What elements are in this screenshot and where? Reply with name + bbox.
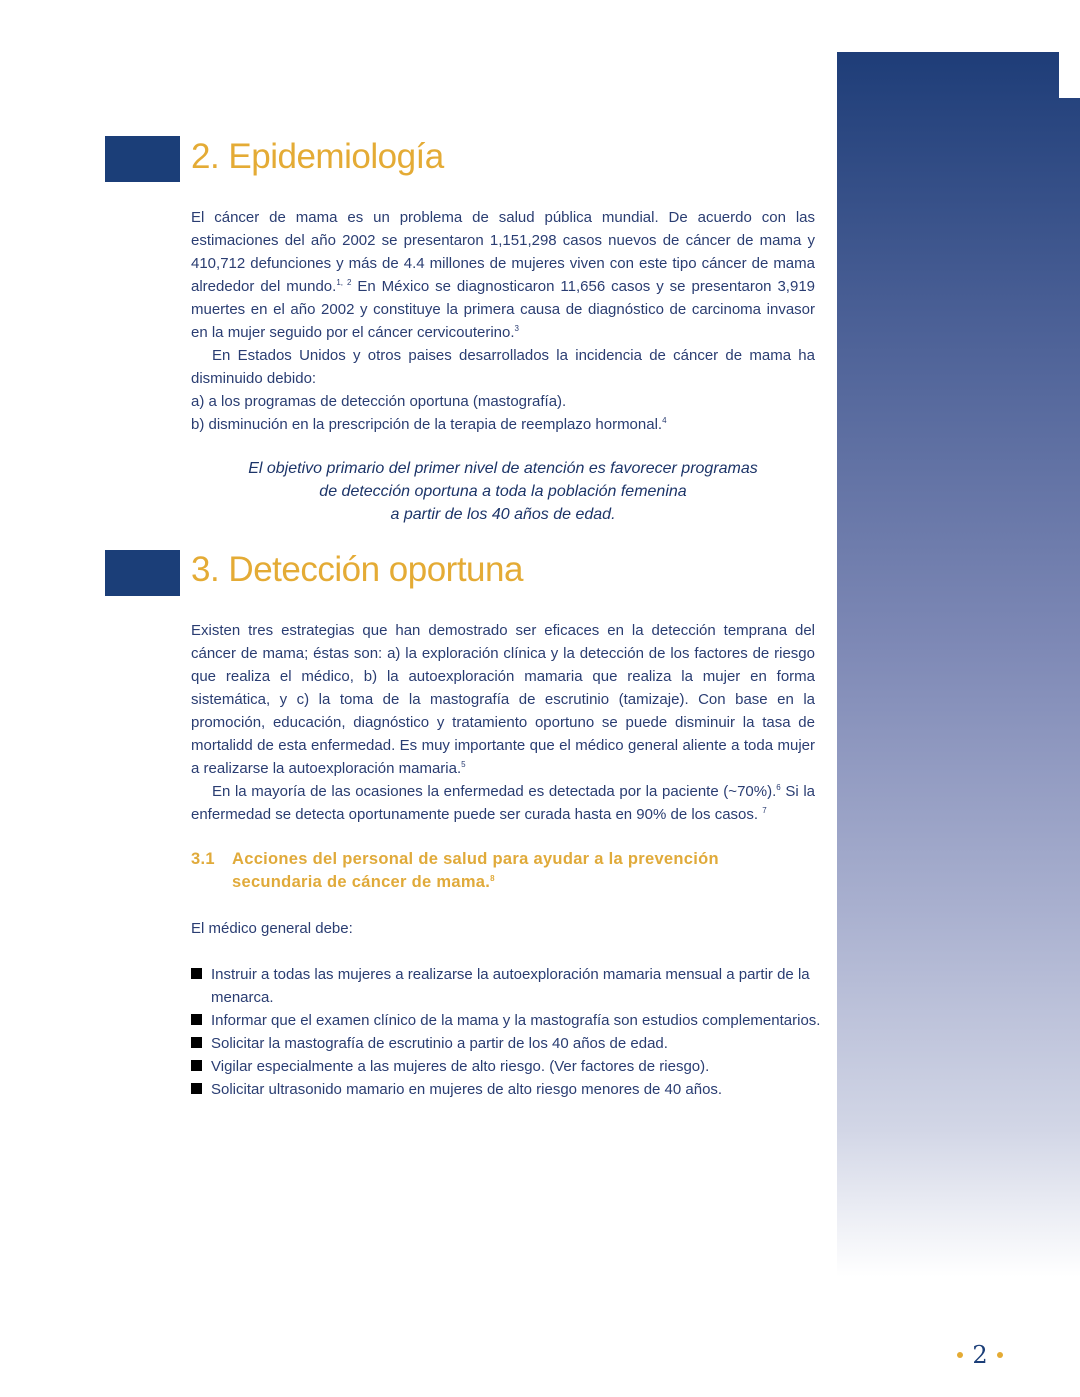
section-3-title: 3. Detección oportuna [191, 550, 523, 589]
square-bullet-icon [191, 1083, 202, 1094]
list-item: Solicitar la mastografía de escrutinio a partir de los 40 años de edad. [191, 1032, 821, 1055]
footnote-ref: 6 [776, 783, 781, 792]
dot-icon [957, 1352, 963, 1358]
section-2-paragraph-2: En Estados Unidos y otros paises desarrollados la incidencia de cáncer de mama ha disminuido debido: [191, 347, 815, 387]
section-2-body [191, 206, 815, 436]
list-item: Solicitar ultrasonido mamario en mujeres de alto riesgo menores de 40 años. [191, 1078, 821, 1101]
section-3-paragraph-2: En la mayoría de las ocasiones la enfermedad es detectada por la paciente (~70%).$^6$ Si la enfermedad se detecta oportunamente puede ser curada hasta en 90% de los casos. $^7$ [191, 783, 815, 823]
list-item-b: b) disminución en la prescripción de la terapia de reemplazo hormonal.$^4$ [191, 416, 667, 433]
footnote-ref: 3 [514, 324, 519, 333]
footnote-ref: 4 [662, 416, 667, 425]
dot-icon [997, 1352, 1003, 1358]
footnote-ref: 7 [762, 806, 767, 815]
list-item: Vigilar especialmente a las mujeres de alto riesgo. (Ver factores de riesgo). [191, 1055, 821, 1078]
side-band-notch [1059, 52, 1080, 98]
section-2-title: 2. Epidemiología [191, 137, 444, 176]
square-bullet-icon [191, 968, 202, 979]
section-2-paragraph-1: El cáncer de mama es un problema de salud pública mundial. De acuerdo con las estimaciones del año 2002 se presentaron 1,151,298 casos nuevos de cáncer de mama y 410,712 defunciones y más de 4.4 millones de mujeres viven con este tipo cáncer de mama alrededor del mundo.$^{1, 2}$ En México se diagnosticaron 11,656 casos y se presentaron 3,919 muertes en el año 2002 y constituye la primera causa de diagnóstico de carcinoma invasor en la mujer seguido por el cáncer cervicouterino.$^3$ [191, 209, 816, 341]
page-number: 2 [950, 1338, 1010, 1372]
section-3-body [191, 619, 815, 826]
section-3-marker-block [105, 550, 180, 596]
list-item-a: a) a los programas de detección oportuna (mastografía). [191, 393, 567, 410]
highlight-quote: El objetivo primario del primer nivel de atención es favorecer programas de detección oportuna a toda la población femenina a partir de los 40 años de edad. [248, 460, 758, 523]
footnote-ref: 5 [461, 760, 466, 769]
footnote-ref: 8 [490, 874, 495, 883]
square-bullet-icon [191, 1060, 202, 1071]
subsection-number: 3.1 [191, 850, 215, 868]
subsection-3-1-title: 3.1 Acciones del personal de salud para ayudar a la prevención secundaria de cáncer de mama.$^8$ [191, 850, 719, 891]
square-bullet-icon [191, 1014, 202, 1025]
recommendations-list [191, 963, 821, 1101]
list-item: Informar que el examen clínico de la mama y la mastografía son estudios complementarios. [191, 1009, 821, 1032]
section-2-marker-block [105, 136, 180, 182]
section-3-paragraph-1: Existen tres estrategias que han demostrado ser eficaces en la detección temprana del cáncer de mama; éstas son: a) la exploración clínica y la detección de los factores de riesgo que realiza el médico, b) la autoexploración mamaria que realiza la mujer en forma sistemática, y c) la toma de la mastografía de escrutinio (tamizaje). Con base en la promoción, educación, diagnóstico y tratamiento oportuno se puede disminuir la tasa de mortalidd de esta enfermedad. Es muy importante que el médico general aliente a toda mujer a realizarse la autoexploración mamaria.$^5$ [191, 622, 815, 777]
square-bullet-icon [191, 1037, 202, 1048]
footnote-ref: 1, 2 [336, 278, 352, 287]
decorative-side-band [837, 52, 1080, 1277]
subsection-intro: El médico general debe: [191, 920, 353, 937]
list-item: Instruir a todas las mujeres a realizarse la autoexploración mamaria mensual a partir de la menarca. [191, 963, 821, 1009]
